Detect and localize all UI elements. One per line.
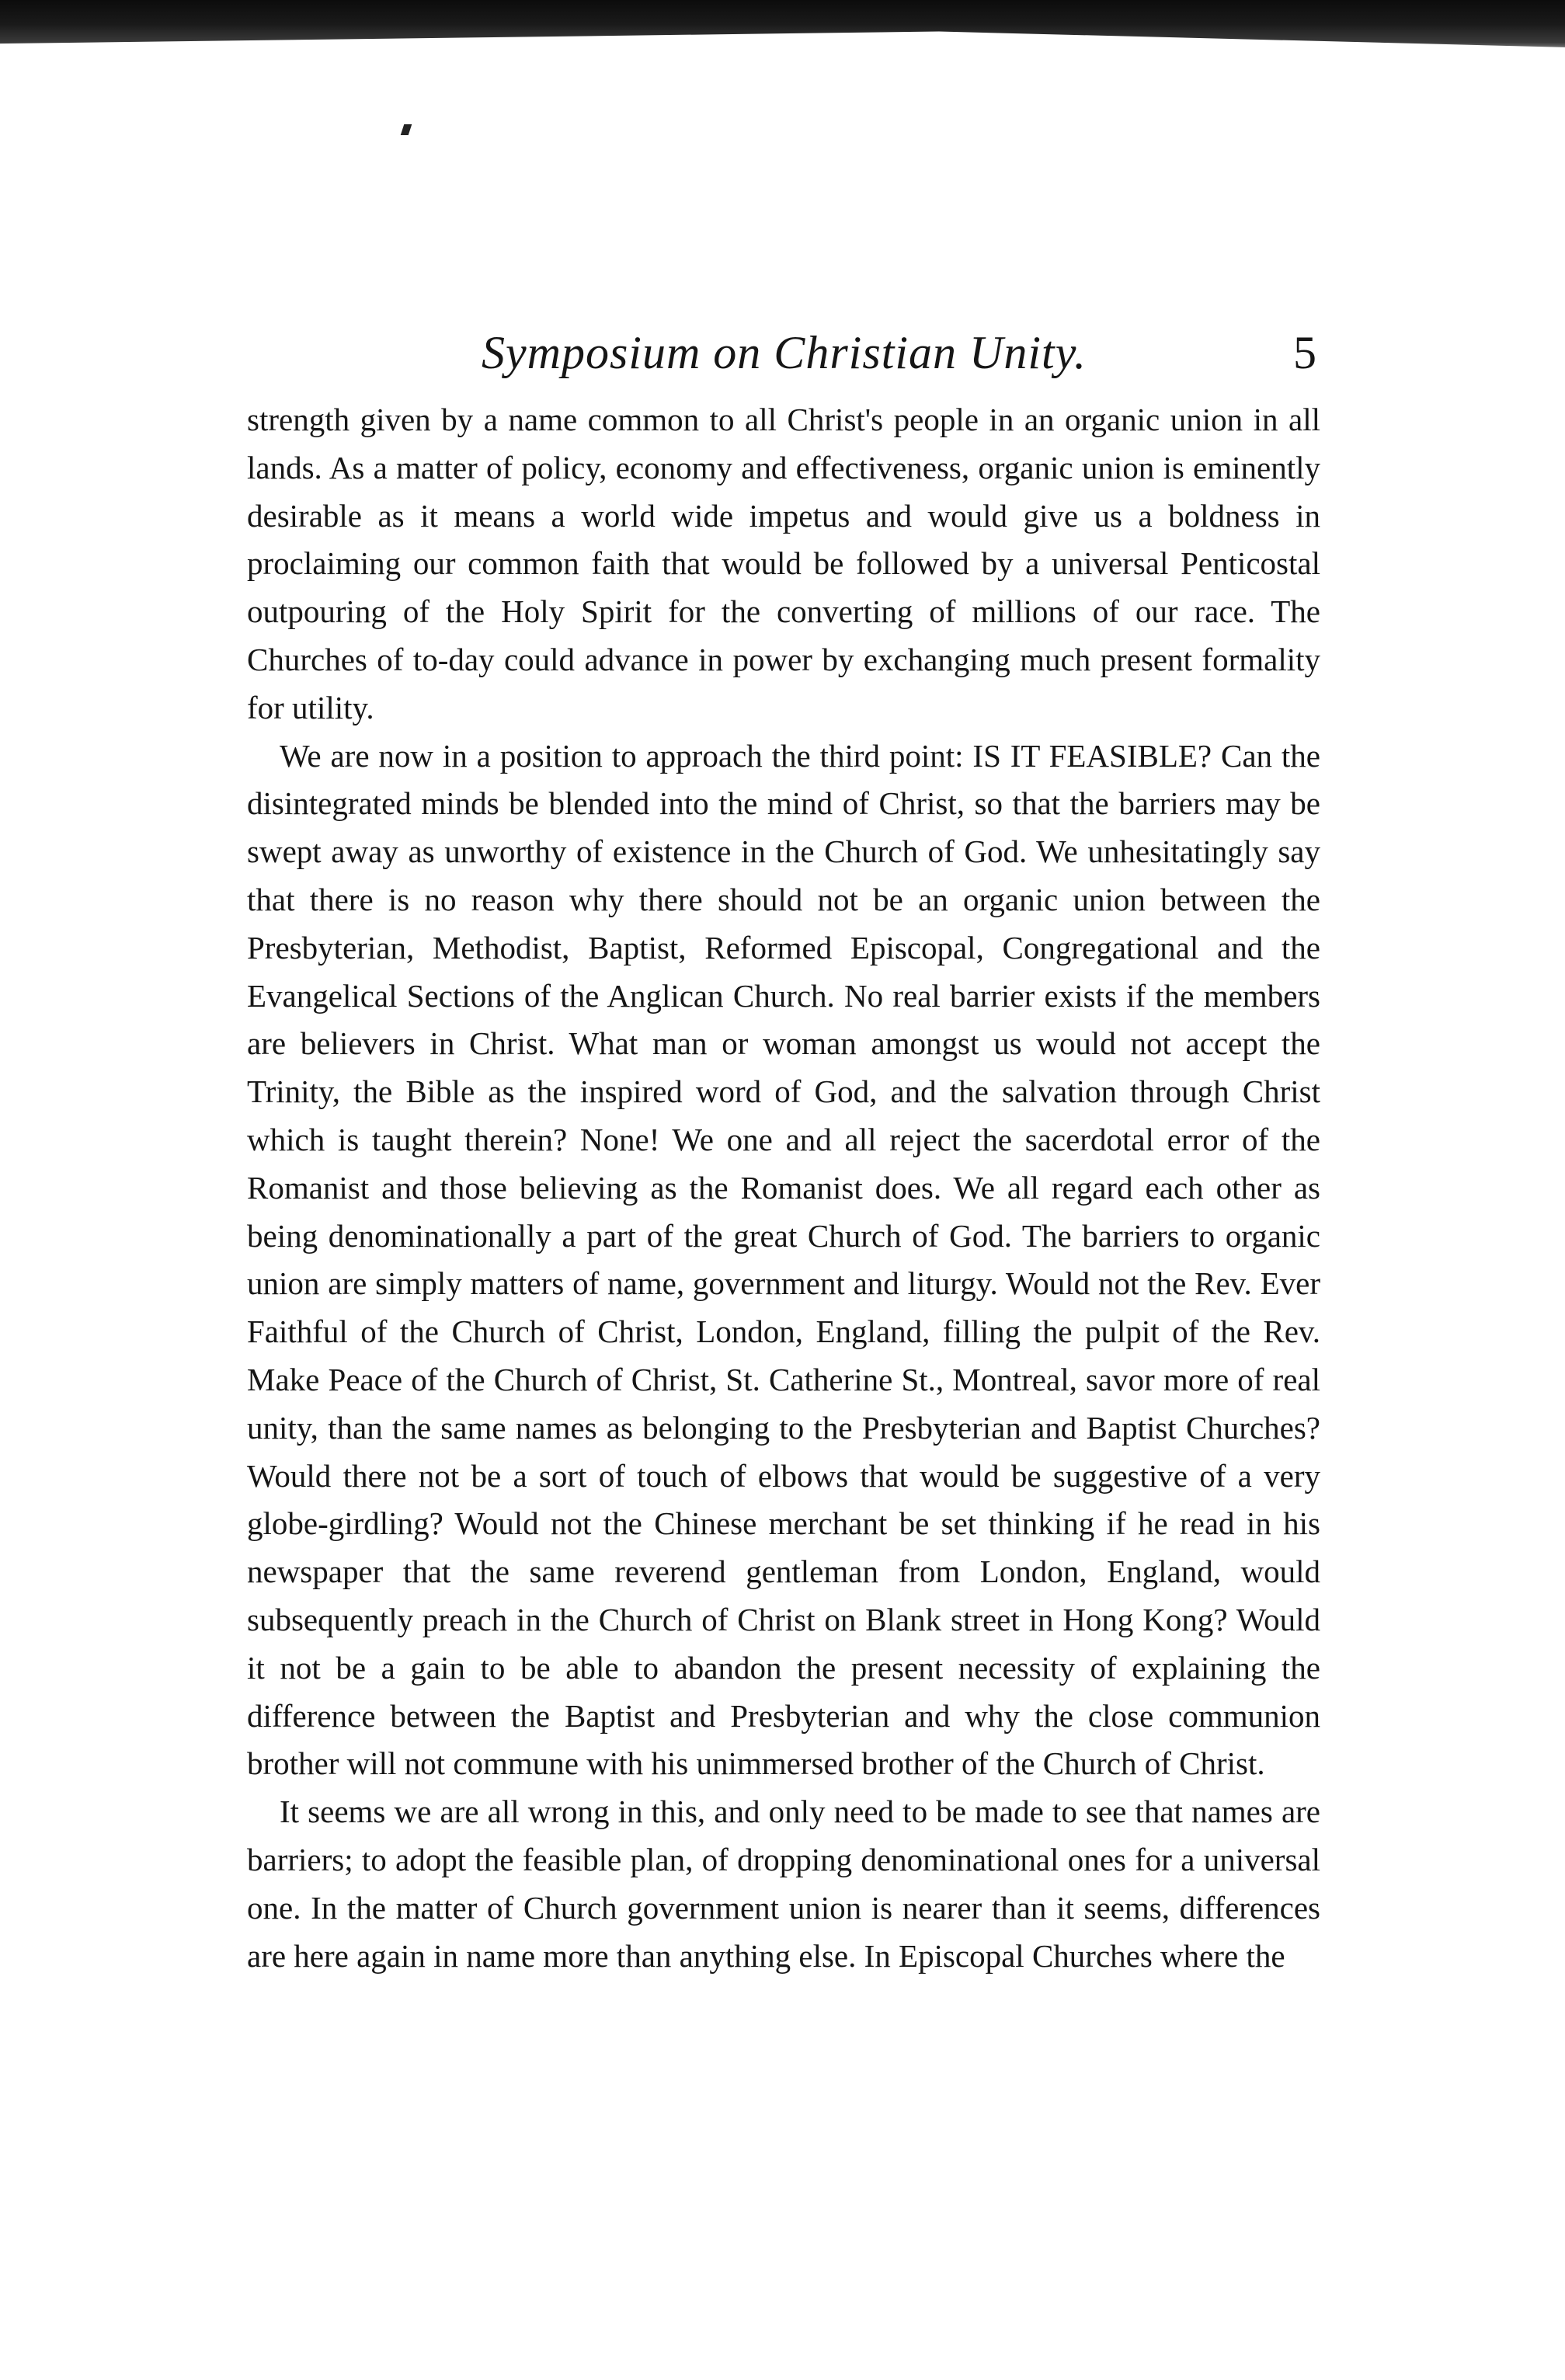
paragraph-2: We are now in a position to approach the third point: IS IT FEASIBLE? Can the disintegrated minds be blended into the mind of Christ, so that the barriers may be swept away as unworthy of existence in the Church of God. We unhesitatingly say that there is no reason why there should not be an organic union between the Presbyterian, Methodist, Baptist, Reformed Episcopal, Congregational and the Evangelical Sections of the Anglican Church. No real barrier exists if the members are believers in Christ. What man or woman amongst us would not accept the Trinity, the Bible as the inspired word of God, and the salvation through Christ which is taught therein? None! We one and all reject the sacerdotal error of the Romanist and those believing as the Romanist does. We all regard each other as being denominationally a part of the great Church of God. The barriers to organic union are simply matters of name, government and liturgy. Would not the Rev. Ever Faithful of the Church of Christ, London, England, filling the pulpit of the Rev. Make Peace of the Church of Christ, St. Catherine St., Montreal, savor more of real unity, than the same names as belonging to the Presbyterian and Baptist Churches? Would there not be a sort of touch of elbows that would be suggestive of a very globe-girdling? Would not the Chinese merchant be set thinking if he read in his newspaper that the same reverend gentleman from London, England, would subsequently preach in the Church of Christ on Blank street in Hong Kong? Would it not be a gain to be able to abandon the present necessity of explaining the difference between the Baptist and Presbyterian and why the close communion brother will not commune with his unimmersed brother of the Church of Christ.	[247, 737, 1320, 1782]
page-number: 5	[1293, 327, 1316, 378]
ink-speck	[401, 124, 412, 135]
running-title: Symposium on Christian Unity.	[482, 327, 1087, 378]
paragraph-3: It seems we are all wrong in this, and only need to be made to see that names are barriers; to adopt the feasible plan, of dropping denominational ones for a universal one. In the matter of Church government union is nearer than it seems, differences are here again in name more than anything else. In Episcopal Churches where the	[247, 1794, 1320, 1974]
page-header	[482, 326, 1336, 388]
body-text	[247, 396, 1320, 1980]
paragraph-1: strength given by a name common to all Christ's people in an organic union in all lands. As a matter of policy, economy and effectiveness, organic union is eminently desirable as it means a world wide impetus and would give us a boldness in proclaiming our common faith that would be followed by a universal Penticostal outpouring of the Holy Spirit for the converting of millions of our race. The Churches of to-day could advance in power by exchanging much present formality for utility.	[247, 402, 1320, 725]
page-top-edge-shadow	[0, 0, 1565, 61]
